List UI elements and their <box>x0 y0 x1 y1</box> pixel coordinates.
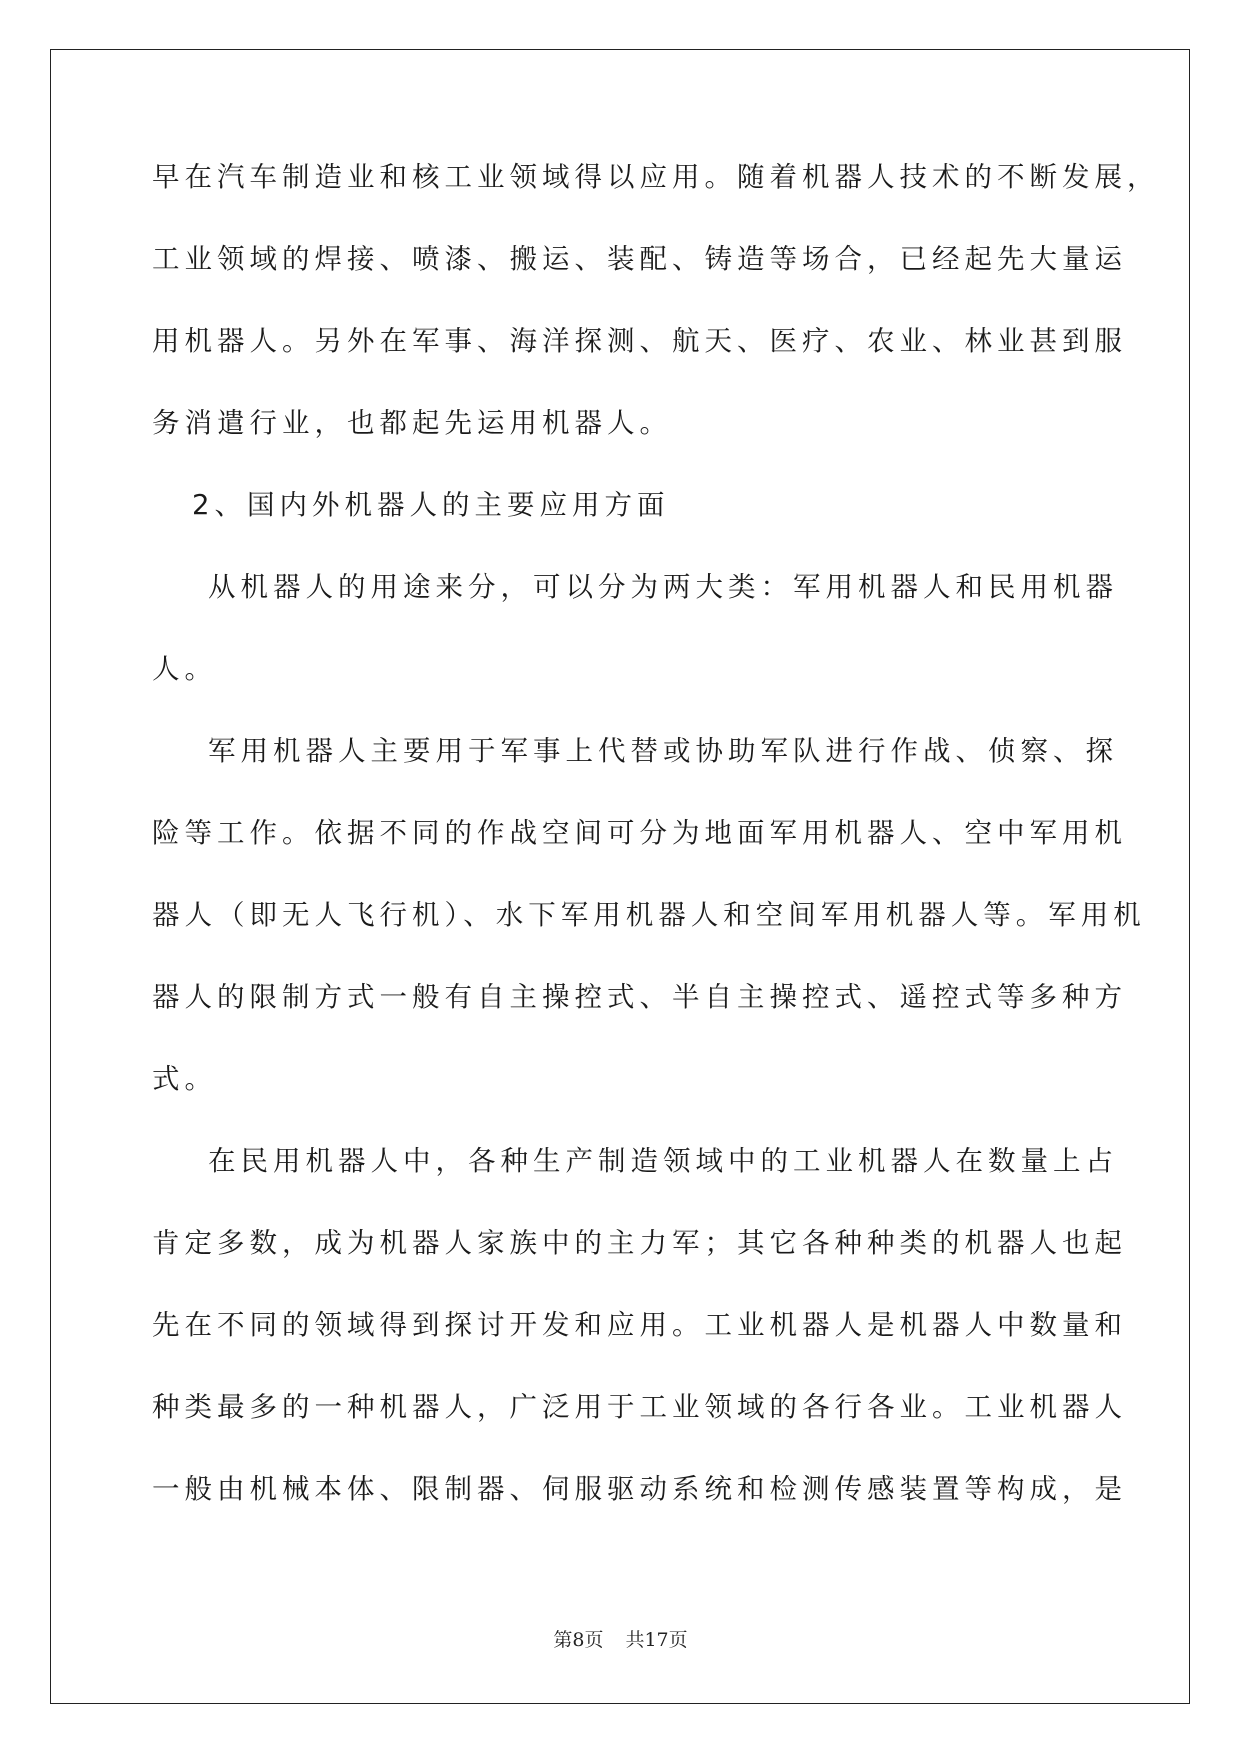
text-line: 种类最多的一种机器人，广泛用于工业领域的各行各业。工业机器人 <box>152 1391 1127 1423</box>
text-line: 用机器人。另外在军事、海洋探测、航天、医疗、农业、林业甚到服 <box>152 325 1127 357</box>
page-border <box>50 49 1190 1704</box>
text-line: 一般由机械本体、限制器、伺服驱动系统和检测传感装置等构成，是 <box>152 1473 1127 1505</box>
page-number: 第8页 <box>553 1629 604 1651</box>
text-line: 在民用机器人中，各种生产制造领域中的工业机器人在数量上占 <box>208 1145 1118 1177</box>
page-footer <box>0 1625 1241 1652</box>
text-line: 器人的限制方式一般有自主操控式、半自主操控式、遥控式等多种方 <box>152 981 1127 1013</box>
text-line: 早在汽车制造业和核工业领域得以应用。随着机器人技术的不断发展， <box>152 161 1160 193</box>
section-heading: 2、国内外机器人的主要应用方面 <box>192 489 670 521</box>
text-line: 工业领域的焊接、喷漆、搬运、装配、铸造等场合，已经起先大量运 <box>152 243 1127 275</box>
text-line: 军用机器人主要用于军事上代替或协助军队进行作战、侦察、探 <box>208 735 1118 767</box>
text-line: 险等工作。依据不同的作战空间可分为地面军用机器人、空中军用机 <box>152 817 1127 849</box>
text-line: 务消遣行业，也都起先运用机器人。 <box>152 407 672 439</box>
text-line: 式。 <box>152 1063 217 1095</box>
text-line: 肯定多数，成为机器人家族中的主力军；其它各种种类的机器人也起 <box>152 1227 1127 1259</box>
text-line: 从机器人的用途来分，可以分为两大类：军用机器人和民用机器 <box>208 571 1118 603</box>
text-line: 先在不同的领域得到探讨开发和应用。工业机器人是机器人中数量和 <box>152 1309 1127 1341</box>
text-line: 器人（即无人飞行机）、水下军用机器人和空间军用机器人等。军用机 <box>152 899 1146 931</box>
text-line: 人。 <box>152 653 217 685</box>
page-total: 共17页 <box>625 1629 688 1651</box>
